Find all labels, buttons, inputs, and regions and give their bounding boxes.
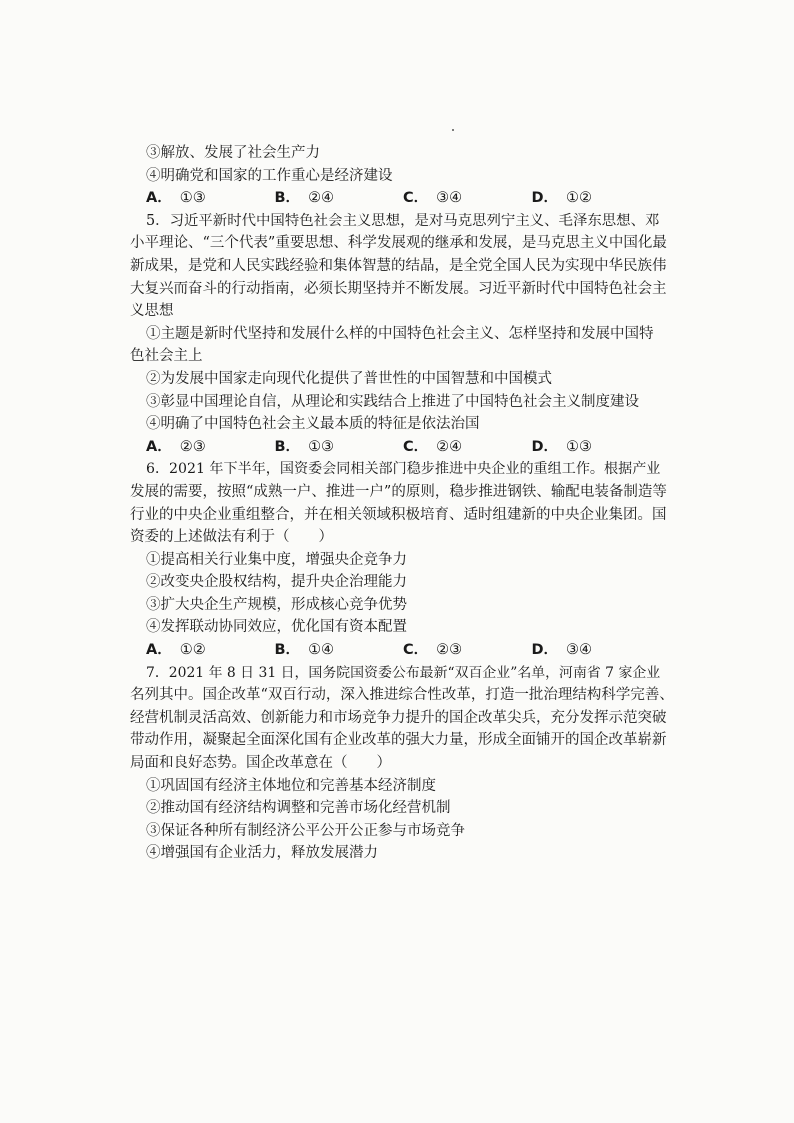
q4-option-b: B． ②④: [274, 190, 335, 207]
q7-stem-line: 局面和良好态势。国企改革意在（ ）: [130, 755, 391, 772]
q4-option-d: D． ①②: [531, 190, 593, 207]
q7-statement-2: ②推动国有经济结构调整和完善市场化经营机制: [146, 800, 451, 817]
q4-options: [130, 187, 660, 210]
q5-statement-3: ③彰显中国理论自信，从理论和实践结合上推进了中国特色社会主义制度建设: [146, 393, 639, 410]
q4-option-a: A． ①③: [146, 190, 206, 207]
q6-stem-line: 行业的中央企业重组整合，并在相关领域积极培育、适时组建新的中央企业集团。国: [130, 506, 667, 523]
q6-stem-line: 发展的需要，按照“成熟一户、推进一户”的原则，稳步推进钢铁、输配电装备制造等: [130, 483, 667, 500]
q6-option-a: A． ①②: [146, 642, 206, 659]
q6-stem-line: 资委的上述做法有利于（ ）: [130, 529, 333, 546]
q6-options: [130, 639, 660, 662]
q7-stem-line: 经营机制灵活高效、创新能力和市场竞争力提升的国企改革尖兵，充分发挥示范突破: [130, 709, 667, 726]
q5-stem-line: 小平理论、“三个代表”重要思想、科学发展观的继承和发展，是马克思主义中国化最: [130, 235, 667, 252]
q6-statement-2: ②改变央企股权结构，提升央企治理能力: [146, 574, 407, 591]
q7-stem-line: 7．2021 年 8 日 31 日，国务院国资委公布最新“双百企业”名单，河南省 7 家企业: [146, 664, 661, 681]
q5-statement-1: ①主题是新时代坚持和发展什么样的中国特色社会主义、怎样坚持和发展中国特: [146, 325, 654, 342]
q6-statement-4: ④发挥联动协同效应，优化国有资本配置: [146, 619, 407, 636]
q5-stem-line: 新成果，是党和人民实践经验和集体智慧的结晶，是全党全国人民为实现中华民族伟: [130, 257, 667, 274]
q5-options: [130, 436, 660, 459]
q6-statement-1: ①提高相关行业集中度，增强央企竞争力: [146, 551, 407, 568]
q5-option-b: B． ①③: [274, 438, 335, 455]
q5-option-c: C． ②④: [403, 438, 463, 455]
q5-statement-1-cont: 色社会主上: [130, 348, 203, 365]
scan-speck: [452, 129, 454, 131]
q5-stem-line: 5．习近平新时代中国特色社会主义思想，是对马克思列宁主义、毛泽东思想、邓: [146, 212, 660, 229]
q7-stem-line: 名列其中。国企改革“双百行动，深入推进综合性改革，打造一批治理结构科学完善、: [130, 687, 674, 704]
q5-option-a: A． ②③: [146, 438, 206, 455]
q7-statement-1: ①巩固国有经济主体地位和完善基本经济制度: [146, 777, 436, 794]
q5-stem-line: 大复兴而奋斗的行动指南，必须长期坚持并不断发展。习近平新时代中国特色社会主: [130, 280, 667, 297]
exam-content: [130, 142, 674, 865]
q4-option-c: C． ③④: [403, 190, 463, 207]
q7-stem-line: 带动作用，凝聚起全面深化国有企业改革的强大力量，形成全面铺开的国企改革崭新: [130, 732, 667, 749]
q4-statement-4: ④明确党和国家的工作重心是经济建设: [146, 167, 393, 184]
q7-statement-3: ③保证各种所有制经济公平公开公正参与市场竞争: [146, 822, 465, 839]
q4-statement-3: ③解放、发展了社会生产力: [146, 145, 320, 161]
q6-statement-3: ③扩大央企生产规模，形成核心竞争优势: [146, 596, 407, 613]
q5-stem-line: 义思想: [130, 303, 174, 320]
q7-statement-4: ④增强国有企业活力，释放发展潜力: [146, 845, 378, 862]
q6-option-c: C． ②③: [403, 642, 463, 659]
q6-stem-line: 6．2021 年下半年，国资委会同相关部门稳步推进中央企业的重组工作。根据产业: [146, 461, 661, 478]
q5-statement-2: ②为发展中国家走向现代化提供了普世性的中国智慧和中国模式: [146, 370, 552, 387]
q5-option-d: D． ①③: [531, 438, 593, 455]
q5-statement-4: ④明确了中国特色社会主义最本质的特征是依法治国: [146, 416, 480, 433]
q6-option-d: D． ③④: [531, 642, 593, 659]
q6-option-b: B． ①④: [274, 642, 335, 659]
